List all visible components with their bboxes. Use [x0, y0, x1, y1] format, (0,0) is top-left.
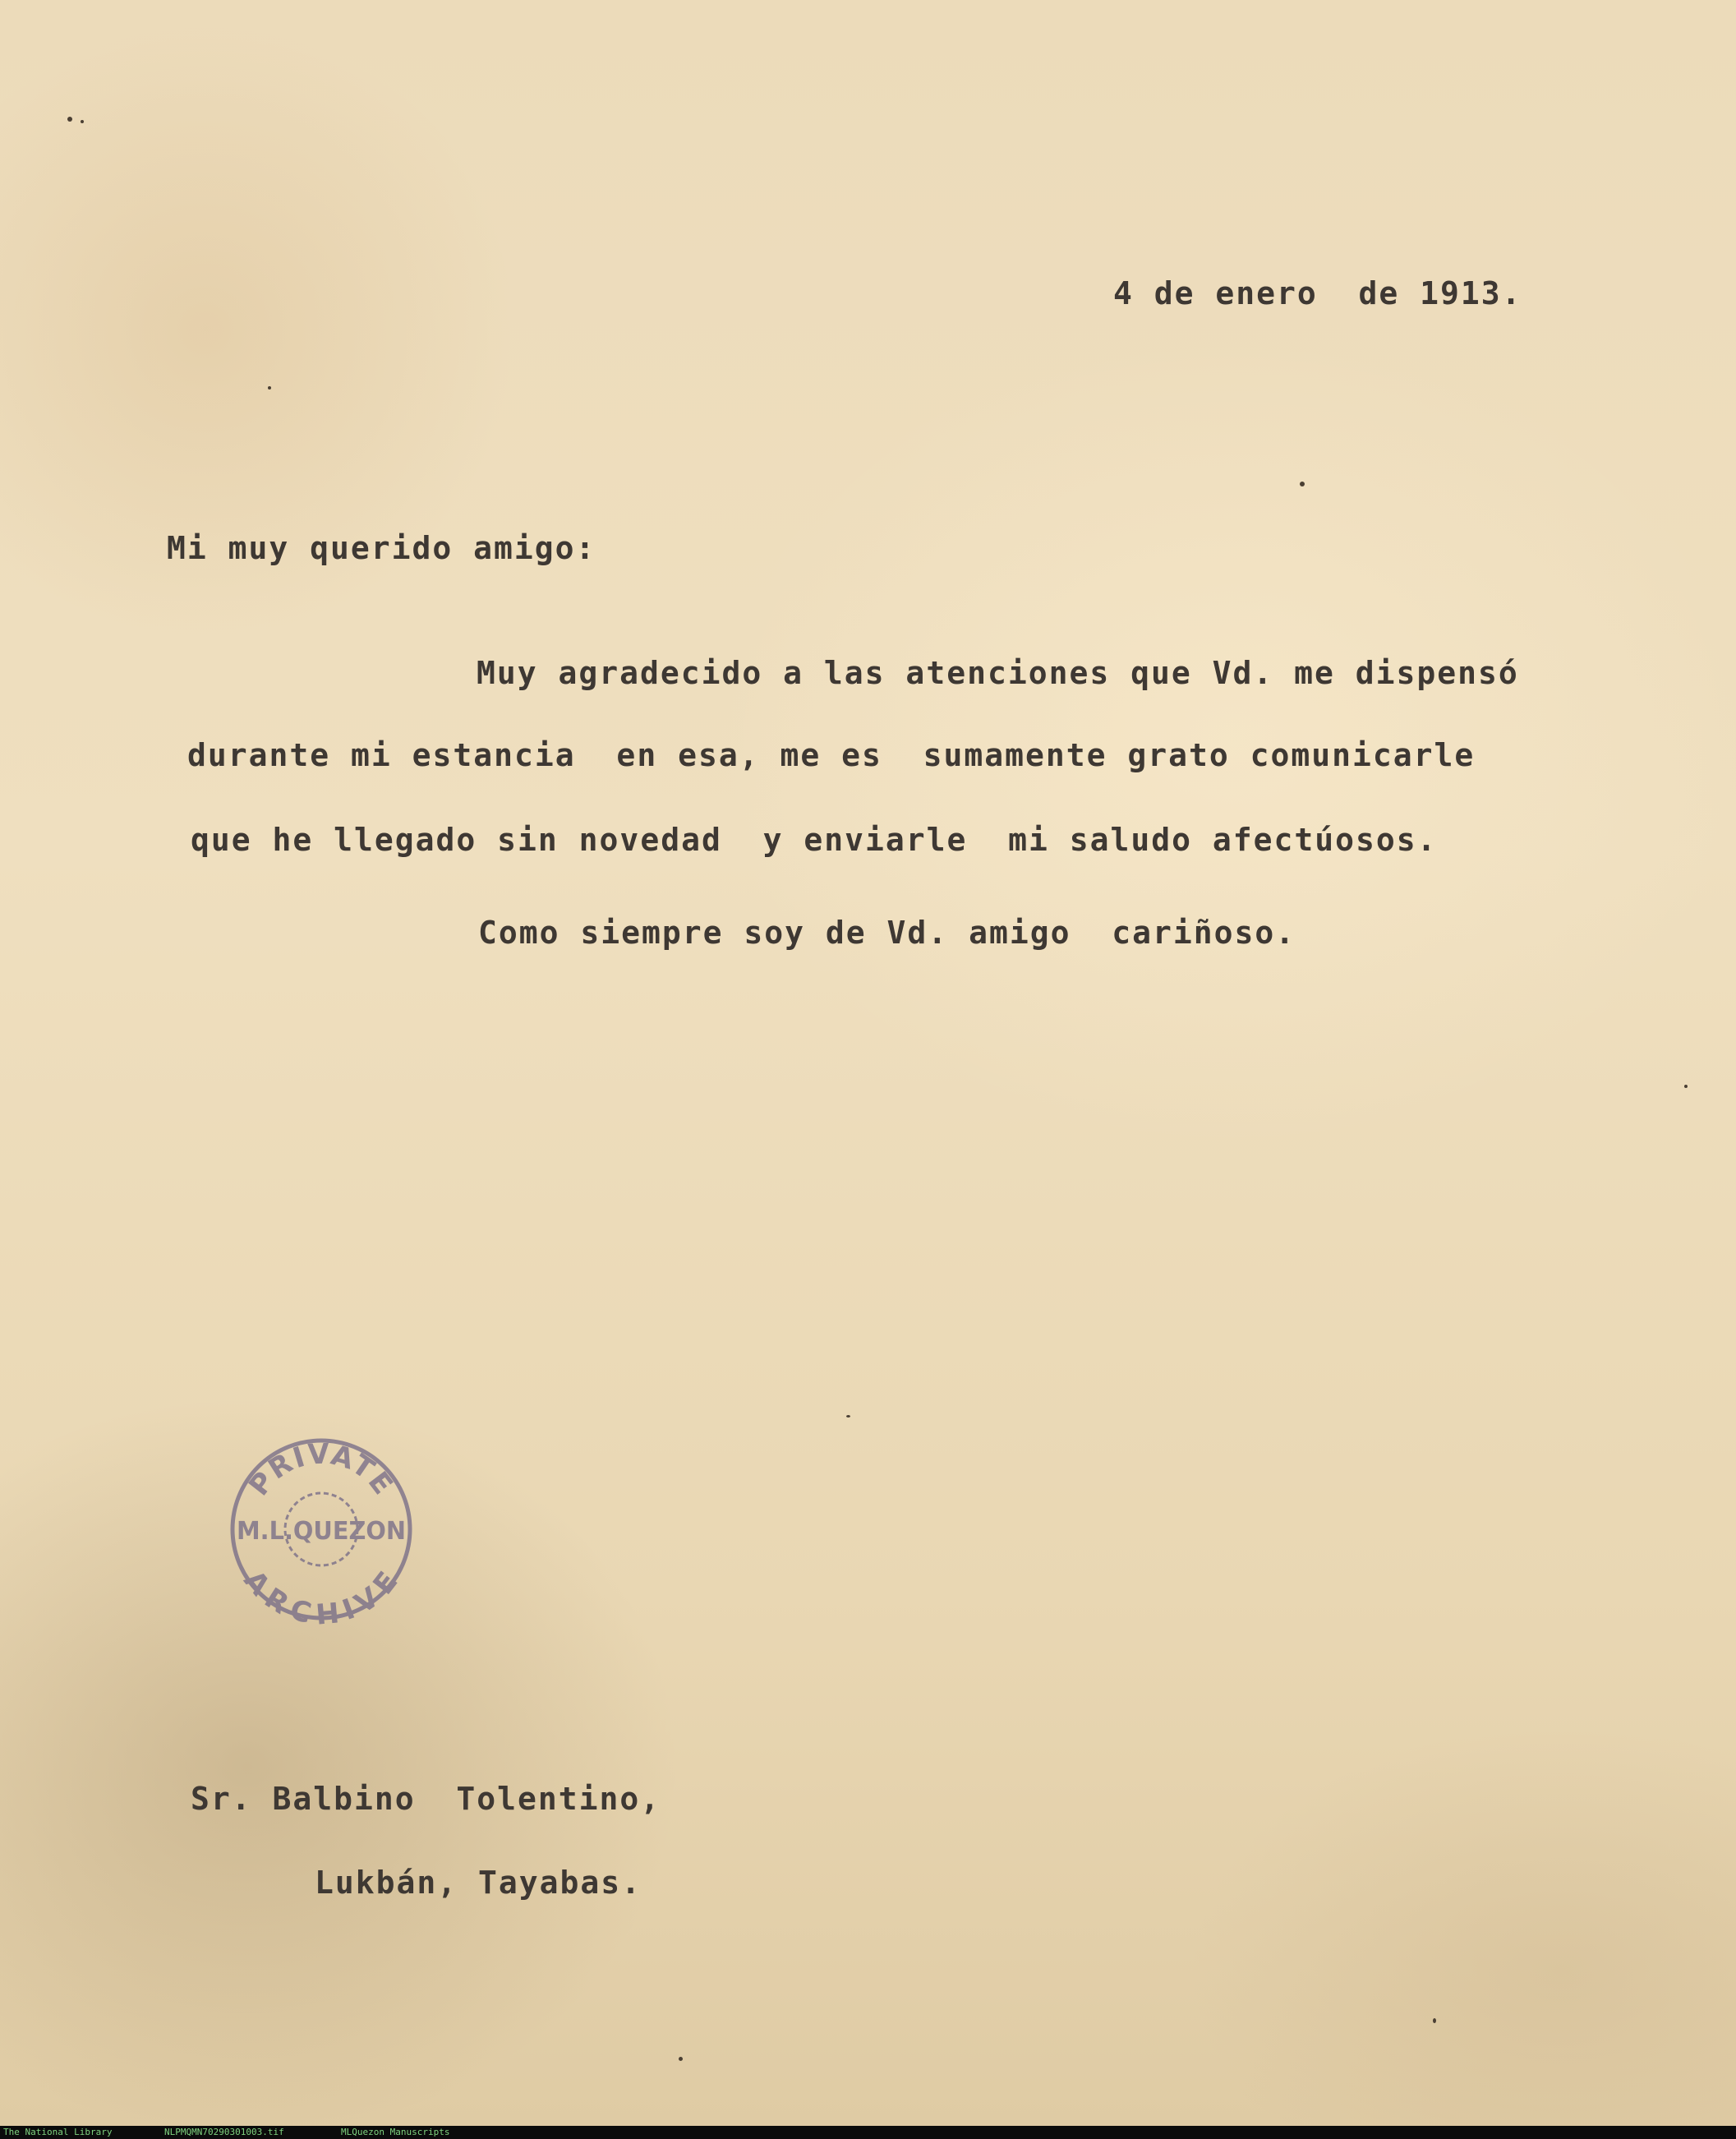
- ink-speck: [67, 117, 72, 122]
- scan-footer-bar: [0, 2126, 1736, 2139]
- stamp-top-text: PRIVATE: [242, 1437, 400, 1502]
- ink-speck: [268, 386, 271, 390]
- recipient-name: Sr. Balbino Tolentino,: [191, 1781, 661, 1817]
- archive-stamp: [226, 1434, 417, 1625]
- footer-collection: MLQuezon Manuscripts: [341, 2127, 450, 2137]
- ink-speck: [1433, 2018, 1436, 2023]
- footer-filename: NLPMQMN70290301003.tif: [164, 2127, 284, 2137]
- recipient-place: Lukbán, Tayabas.: [315, 1865, 642, 1901]
- letter-date: 4 de enero de 1913.: [1113, 275, 1522, 311]
- ink-speck: [81, 120, 84, 123]
- letter-salutation: Mi muy querido amigo:: [167, 530, 596, 566]
- ink-speck: [1300, 482, 1305, 486]
- stamp-middle-text: M.L.QUEZON: [237, 1517, 406, 1546]
- body-line-2: durante mi estancia en esa, me es sumamente grato comunicarle: [187, 737, 1476, 773]
- ink-speck: [679, 2057, 683, 2061]
- stamp-bottom-text: ARCHIVE: [237, 1564, 406, 1625]
- letter-closing: Como siempre soy de Vd. amigo cariñoso.: [478, 915, 1296, 951]
- ink-speck: [1684, 1085, 1688, 1088]
- ink-speck: [846, 1415, 850, 1418]
- body-line-1: Muy agradecido a las atenciones que Vd. me dispensó: [477, 655, 1519, 691]
- footer-library: The National Library: [3, 2127, 113, 2137]
- body-line-3: que he llegado sin novedad y enviarle mi saludo afectúosos.: [191, 822, 1438, 858]
